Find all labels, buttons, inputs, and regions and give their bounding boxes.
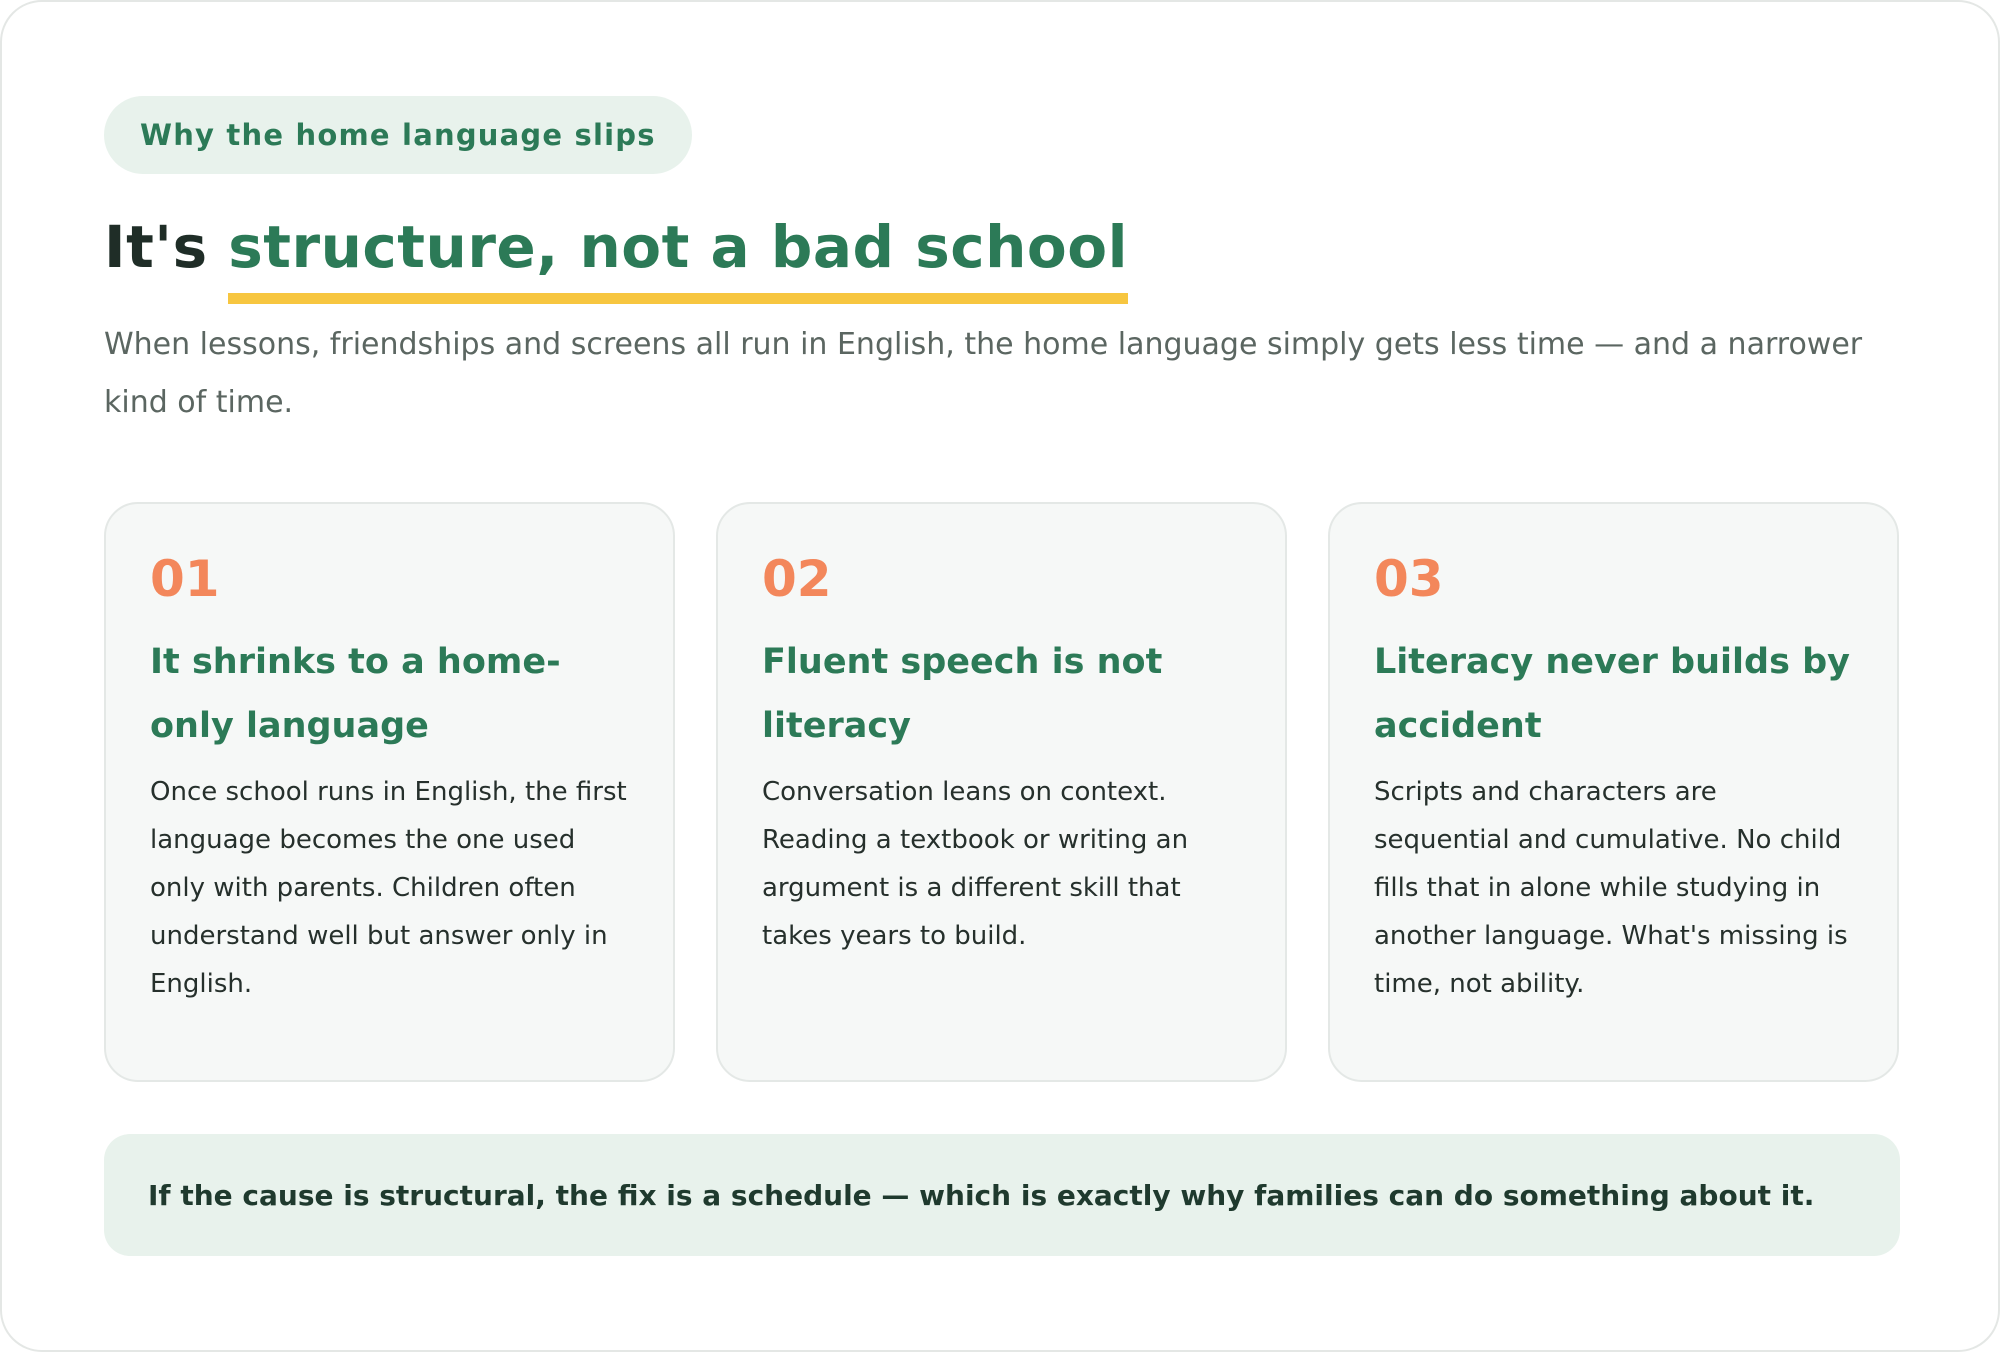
title-prefix: It's — [104, 213, 229, 281]
card-number: 02 — [762, 550, 832, 608]
card-body: Conversation leans on context. Reading a textbook or writing an argument is a different skill that takes years to build. — [762, 777, 1189, 951]
card-title: Literacy never builds by accident — [1374, 642, 1850, 746]
reason-card-2 — [716, 502, 1287, 1082]
eyebrow-pill: Why the home language slips — [104, 96, 692, 174]
card-title: Fluent speech is not literacy — [762, 642, 1163, 746]
lede-paragraph: When lessons, friendships and screens all run in English, the home language simply gets less time — and a narrower kind of time. — [104, 327, 1863, 420]
card-title: It shrinks to a home-only language — [150, 642, 561, 746]
reason-card-1 — [104, 502, 675, 1082]
callout-banner — [104, 1134, 1900, 1256]
card-body: Scripts and characters are sequential and cumulative. No child fills that in alone while studying in another language. What's missing is time, not ability. — [1374, 777, 1848, 999]
section-content — [104, 96, 1900, 1256]
callout-text: If the cause is structural, the fix is a schedule — which is exactly why families can do something about it. — [148, 1178, 1815, 1212]
reason-card-3 — [1328, 502, 1899, 1082]
reason-cards — [104, 502, 1900, 1082]
page-title — [104, 213, 1900, 304]
title-accent: structure, not a bad school — [228, 218, 1128, 304]
card-body: Once school runs in English, the first language becomes the one used only with parents. Children often understand well but answer only in English. — [150, 777, 627, 999]
card-number: 03 — [1374, 550, 1444, 608]
card-number: 01 — [150, 550, 220, 608]
